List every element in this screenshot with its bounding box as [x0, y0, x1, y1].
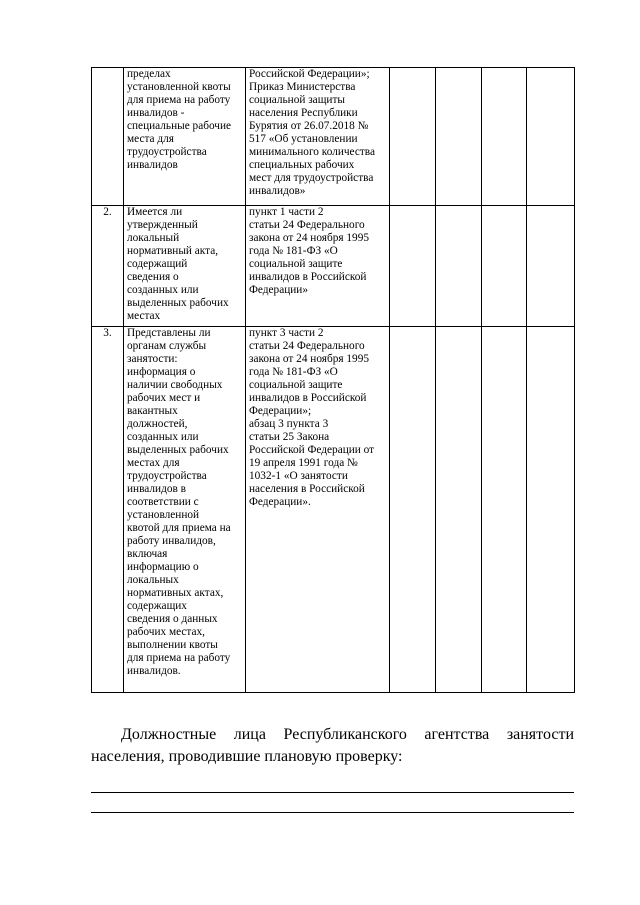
requirement-question: Представлены ли органам службы занятости: информация о наличии свободных рабочих мест и вакантных должностей, созданных или выделенных рабочих местах для трудоустройства инвалидов в соответствии с установленной квотой для приема на работу инвалидов, включая информацию о локальных нормативных актах, содержащих сведения о данных рабочих местах, выполнении квоты для приема на работу инвалидов. — [124, 327, 246, 693]
legal-basis: Российской Федерации»; Приказ Министерства социальной защиты населения Республики Бурятия от 26.07.2018 № 517 «Об установлении минимального количества специальных рабочих мест для трудоустройства инвалидов» — [246, 68, 390, 206]
row-number: 2. — [92, 206, 124, 327]
inspectors-caption-text: Должностные лица Республиканского агентства занятости населения, проводившие плановую проверку: — [91, 726, 574, 765]
row-number — [92, 68, 124, 206]
table-row — [92, 327, 575, 693]
signature-line — [91, 812, 574, 813]
row-number: 3. — [92, 327, 124, 693]
answer-cell-na — [482, 206, 527, 327]
legal-basis: пункт 3 части 2 статьи 24 Федерального закона от 24 ноября 1995 года № 181-ФЗ «О социальной защите инвалидов в Российской Федерации»; абзац 3 пункта 3 статьи 25 Закона Российской Федерации от 19 апреля 1991 года № 1032-1 «О занятости населения в Российской Федерации». — [246, 327, 390, 693]
answer-cell-yes — [390, 68, 436, 206]
answer-cell-note — [527, 68, 575, 206]
answer-cell-no — [436, 68, 482, 206]
answer-cell-yes — [390, 206, 436, 327]
requirement-question: Имеется ли утвержденный локальный нормативный акта, содержащий сведения о созданных или выделенных рабочих местах — [124, 206, 246, 327]
inspectors-caption — [91, 724, 574, 768]
checklist-table — [91, 67, 575, 693]
legal-basis: пункт 1 части 2 статьи 24 Федерального закона от 24 ноября 1995 года № 181-ФЗ «О социальной защите инвалидов в Российской Федерации» — [246, 206, 390, 327]
requirement-question: пределах установленной квоты для приема на работу инвалидов - специальные рабочие места для трудоустройства инвалидов — [124, 68, 246, 206]
table-row — [92, 68, 575, 206]
answer-cell-na — [482, 68, 527, 206]
signature-line — [91, 792, 574, 793]
answer-cell-yes — [390, 327, 436, 693]
table-row — [92, 206, 575, 327]
answer-cell-no — [436, 327, 482, 693]
answer-cell-note — [527, 206, 575, 327]
answer-cell-na — [482, 327, 527, 693]
answer-cell-no — [436, 206, 482, 327]
answer-cell-note — [527, 327, 575, 693]
